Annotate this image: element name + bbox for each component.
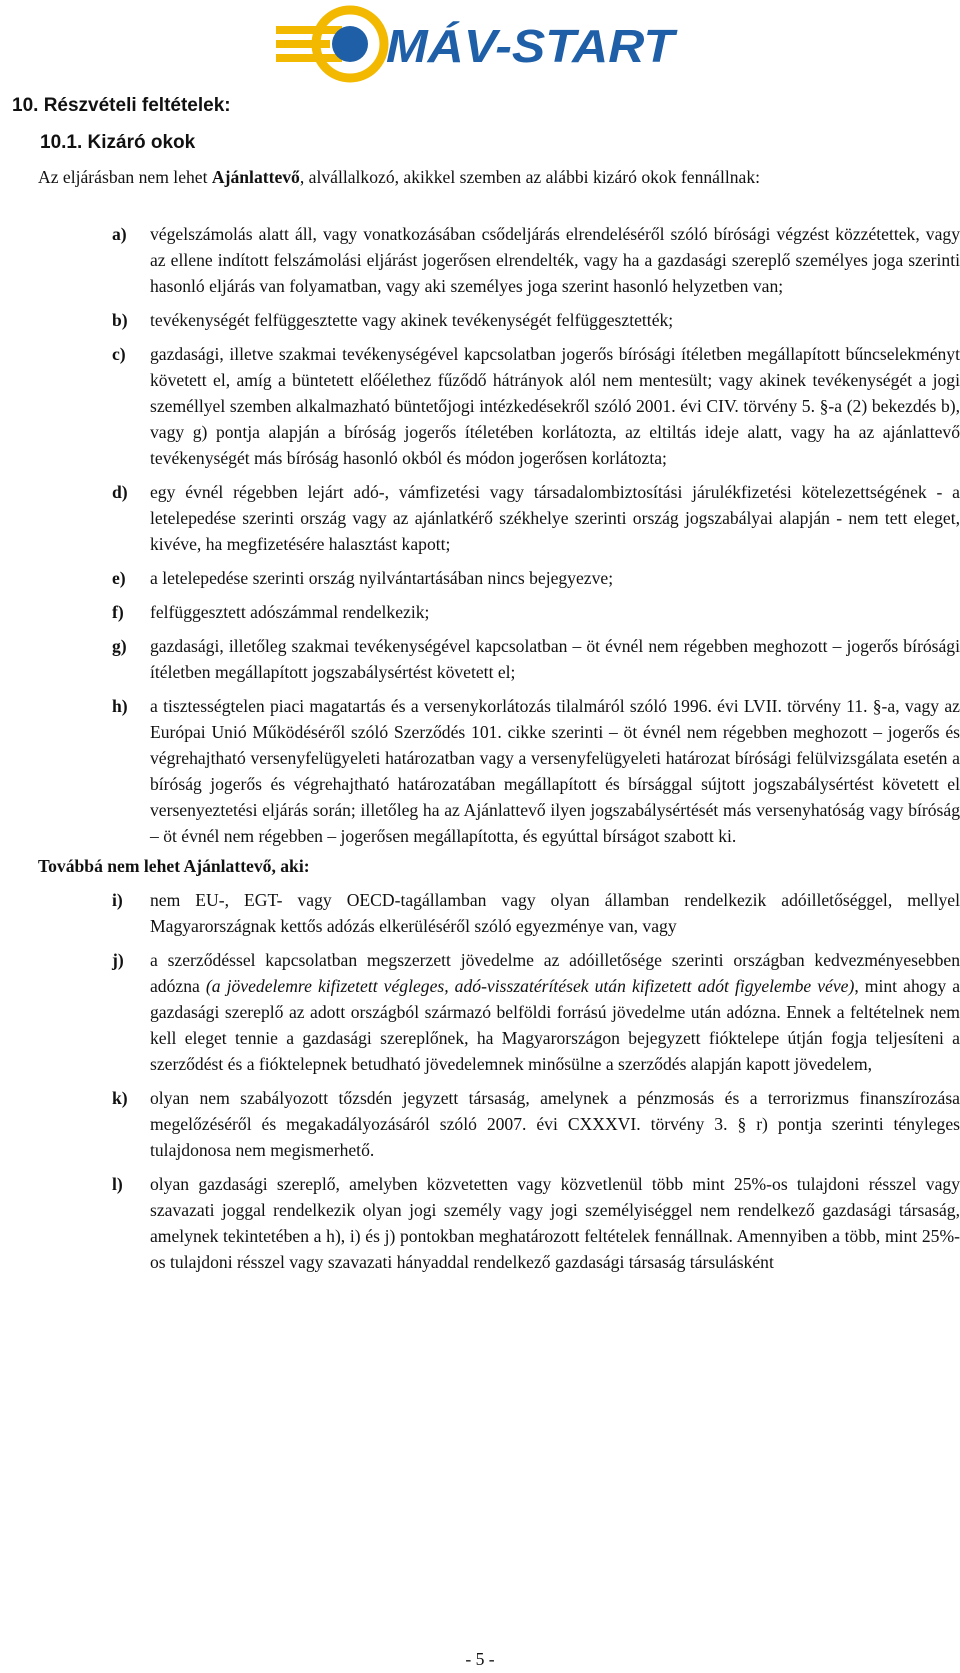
item-text: olyan gazdasági szereplő, amelyben közvetetten vagy közvetlenül több mint 25%-os tulajdoni résszel vagy szavazati joggal rendelkezik olyan jogi személy vagy jogi személyiséggel nem rendelkező gazdasági társaság, amelynek tekintetében a h), i) és j) pontokban meghatározott feltételek fennállnak. Amennyiben a több, mint 25%-os tulajdoni résszel vagy szavazati hányaddal rendelkező gazdasági társaság társulásként [150,1174,960,1272]
item-label: g) [112,636,127,656]
item-label: j) [112,950,124,970]
mav-start-logo [272,4,678,88]
intro-bold-term: Ajánlattevő [211,167,300,187]
list-item [0,693,960,849]
exclusion-list [0,221,960,1283]
list-item [0,1085,960,1163]
section-heading: 10. Részvételi feltételek: [12,95,231,116]
item-label: l) [112,1174,123,1194]
item-label: h) [112,696,128,716]
list-item [0,221,960,299]
item-label: k) [112,1088,128,1108]
list-item [0,341,960,471]
item-text: a tisztességtelen piaci magatartás és a versenykorlátozás tilalmáról szóló 1996. évi LVII. törvény 11. §-a, vagy az Európai Unió Működéséről szóló Szerződés 101. cikke szerinti – öt évnél nem régebben meghozott – jogerős és végrehajtható versenyfelügyeleti határozatban vagy a versenyfelügyeleti határozat bírósági felülvizsgálata esetén a bíróság jogerős és végrehajtható határozatában megállapított és bírsággal sújtott jogszabálysértést követett el versenyeztetési eljárás során; illetőleg ha az Ajánlattevő ilyen jogszabálysértését más versenyhatóság vagy bíróság – öt évnél nem régebben – jogerősen megállapította, és egyúttal bírságot szabott ki. [150,696,960,846]
item-text: végelszámolás alatt áll, vagy vonatkozásában csődeljárás elrendeléséről szóló bírósági végzést közzétettek, vagy az ellene indított felszámolási eljárást jogerősen elrendelték, vagy ha a gazdasági szereplő személyes joga szerinti hasonló eljárás van folyamatban, vagy aki személyes joga szerint hasonló helyzetben van; [150,224,960,296]
item-label: b) [112,310,128,330]
item-label: c) [112,344,126,364]
list-item [0,887,960,939]
item-text: felfüggesztett adószámmal rendelkezik; [150,602,430,622]
list-item [0,947,960,1077]
italic-note: (a jövedelemre kifizetett végleges, adó-visszatérítések után kifizetett adót figyelembe véve) [205,976,855,996]
item-label: e) [112,568,126,588]
page-number: - 5 - [465,1649,495,1669]
list-item [0,1171,960,1275]
intro-paragraph: Az eljárásban nem lehet Ajánlattevő, alvállalkozó, akikkel szemben az alábbi kizáró okok fennállnak: [38,167,761,187]
list-item [0,565,960,591]
list-item [0,479,960,557]
item-text: egy évnél régebben lejárt adó-, vámfizetési vagy társadalombiztosítási járulékfizetési kötelezettségének - a letelepedése szerinti ország vagy az ajánlatkérő székhelye szerinti ország jogszabályai alapján - nem tett eleget, kivéve, ha megfizetésére halasztást kapott; [150,482,960,554]
list-item [0,307,960,333]
list-item [0,599,960,625]
item-text: gazdasági, illetőleg szakmai tevékenységével kapcsolatban – öt évnél nem régebben meghozott – jogerős bírósági ítéletben megállapított jogszabálysértést követett el; [150,636,960,682]
item-text: gazdasági, illetve szakmai tevékenységével kapcsolatban jogerős bírósági ítéletben megállapított bűncselekményt követett el, amíg a büntetett előélethez fűződő hátrányok alól nem mentesült; vagy akinek tevékenységét a jogi személlyel szemben alkalmazható büntetőjogi intézkedésekről szóló 2001. évi CIV. törvény 5. §-a (2) bekezdés b), vagy g) pontja alapján a bíróság jogerős ítéletében korlátozta, az eltiltás ideje alatt, vagy ha az ajánlattevő tevékenységét más bíróság hasonló okból és módon jogerősen korlátozta; [150,344,960,468]
item-text: a letelepedése szerinti ország nyilvántartásában nincs bejegyezve; [150,568,614,588]
additional-exclusions-heading: Továbbá nem lehet Ajánlattevő, aki: [38,856,310,876]
item-label: i) [112,890,123,910]
item-label: d) [112,482,128,502]
logo-wordmark: MÁV-START [386,20,678,72]
item-label: f) [112,602,124,622]
item-text: nem EU-, EGT- vagy OECD-tagállamban vagy olyan államban rendelkezik adóilletőséggel, mellyel Magyarországnak kettős adózás elkerüléséről szóló egyezménye van, vagy [150,890,960,936]
item-label: a) [112,224,127,244]
item-text: tevékenységét felfüggesztette vagy akinek tevékenységét felfüggesztették; [150,310,674,330]
list-item [0,633,960,685]
train-emblem-icon [276,10,384,78]
item-text: a szerződéssel kapcsolatban megszerzett jövedelme az adóilletősége szerinti országban kedvezményesebben adózna (a jövedelemre kifizetett végleges, adó-visszatérítések után kifizetett adót figyelembe véve), mint ahogy a gazdasági szereplő az adott országból származó belföldi forrású jövedelme után adózna. Ennek a feltételnek nem kell eleget tennie a gazdasági szereplőnek, ha Magyarországon bejegyzett fióktelepe útján fogja teljesíteni a szerződést és a fióktelepnek betudható jövedelemnek minősülne a szerződés alapján kapott jövedelem, [150,950,960,1074]
item-text: olyan nem szabályozott tőzsdén jegyzett társaság, amelynek a pénzmosás és a terrorizmus finanszírozása megelőzéséről és megakadályozásáról szóló 2007. évi CXXXVI. törvény 3. § r) pontja szerinti tényleges tulajdonosa nem megismerhető. [150,1088,960,1160]
subsection-heading: 10.1. Kizáró okok [40,132,196,153]
